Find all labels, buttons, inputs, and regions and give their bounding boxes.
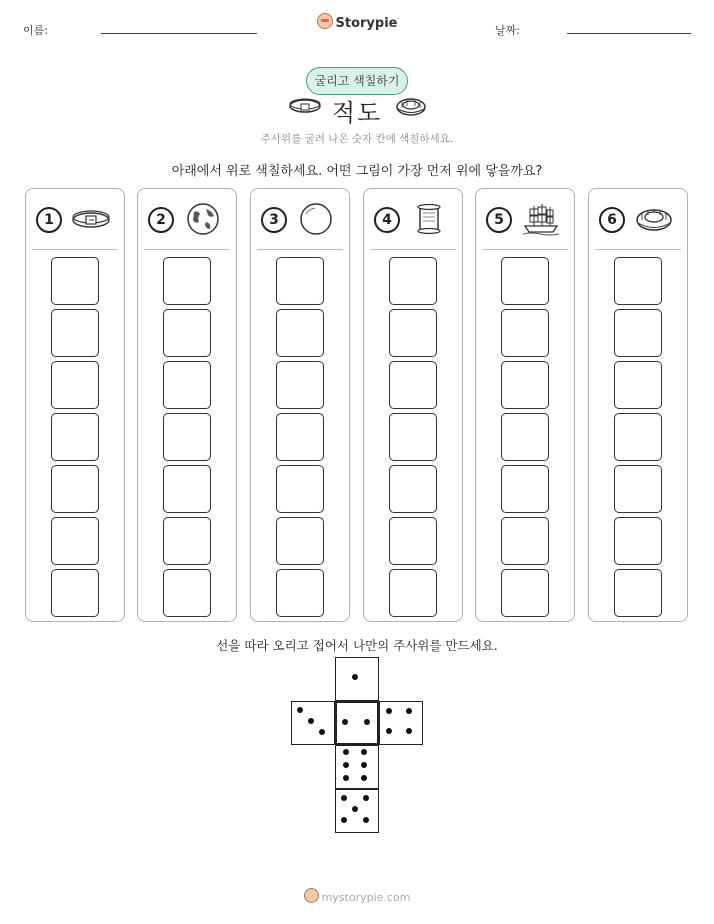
column-divider	[257, 249, 343, 250]
name-label: 이름:	[23, 24, 48, 37]
color-cell[interactable]	[501, 361, 549, 409]
color-cell[interactable]	[501, 517, 549, 565]
column-6	[588, 188, 688, 622]
color-cell[interactable]	[614, 569, 662, 617]
subtitle: 주사위를 굴려 나온 숫자 칸에 색칠하세요.	[260, 133, 454, 145]
sphere-icon	[295, 202, 337, 236]
column-divider	[482, 249, 568, 250]
stone-ring-icon	[633, 202, 675, 236]
column-divider	[595, 249, 681, 250]
color-cell[interactable]	[276, 257, 324, 305]
column-1	[25, 188, 125, 622]
dice-pip	[406, 728, 412, 734]
color-cell[interactable]	[614, 413, 662, 461]
column-4	[363, 188, 463, 622]
dice-face-4	[379, 701, 423, 745]
dice-pip	[361, 749, 367, 755]
dice-pip	[361, 775, 367, 781]
stone-ring-icon	[394, 96, 428, 118]
dice-pip	[308, 718, 314, 724]
dice-instruction: 선을 따라 오리고 접어서 나만의 주사위를 만드세요.	[216, 638, 498, 653]
color-cell[interactable]	[51, 309, 99, 357]
scroll-icon	[408, 202, 450, 236]
color-cell[interactable]	[51, 465, 99, 513]
color-cell[interactable]	[389, 309, 437, 357]
dice-pip	[343, 775, 349, 781]
dice-pip	[363, 795, 369, 801]
color-cell[interactable]	[51, 517, 99, 565]
dice-pip	[341, 795, 347, 801]
dice-pip	[386, 708, 392, 714]
dice-pip	[361, 762, 367, 768]
color-cell[interactable]	[614, 465, 662, 513]
brand-name: Storypie	[335, 16, 398, 31]
footer	[0, 888, 714, 904]
column-divider	[370, 249, 456, 250]
color-cell[interactable]	[51, 361, 99, 409]
color-cell[interactable]	[501, 569, 549, 617]
color-cell[interactable]	[614, 361, 662, 409]
color-cell[interactable]	[276, 517, 324, 565]
color-cell[interactable]	[614, 257, 662, 305]
globe-icon	[182, 202, 224, 236]
color-cell[interactable]	[163, 257, 211, 305]
column-number: 2	[148, 207, 174, 233]
color-cell[interactable]	[276, 361, 324, 409]
color-cell[interactable]	[501, 257, 549, 305]
color-cell[interactable]	[276, 465, 324, 513]
column-divider	[32, 249, 118, 250]
column-number: 1	[36, 207, 62, 233]
dice-pip	[363, 817, 369, 823]
storypie-logo-icon	[317, 13, 333, 29]
date-label: 날짜:	[495, 24, 520, 37]
date-line[interactable]	[567, 33, 691, 34]
dice-pip	[343, 749, 349, 755]
name-line[interactable]	[101, 33, 257, 34]
color-cell[interactable]	[614, 517, 662, 565]
dice-pip	[297, 707, 303, 713]
column-2	[137, 188, 237, 622]
dice-pip	[342, 719, 348, 725]
column-divider	[144, 249, 230, 250]
color-cell[interactable]	[163, 309, 211, 357]
storypie-footer-logo-icon	[304, 888, 319, 903]
color-cell[interactable]	[51, 257, 99, 305]
color-cell[interactable]	[389, 465, 437, 513]
brand-logo	[0, 13, 714, 31]
column-5	[475, 188, 575, 622]
color-cell[interactable]	[614, 309, 662, 357]
footer-url: mystorypie.com	[321, 891, 411, 904]
color-cell[interactable]	[51, 569, 99, 617]
color-cell[interactable]	[501, 465, 549, 513]
dice-pip	[352, 806, 358, 812]
color-cell[interactable]	[163, 569, 211, 617]
dice-pip	[352, 674, 358, 680]
dice-pip	[386, 728, 392, 734]
color-cell[interactable]	[276, 309, 324, 357]
color-cell[interactable]	[389, 257, 437, 305]
dice-pip	[319, 729, 325, 735]
belt-icon	[70, 202, 112, 236]
color-cell[interactable]	[276, 413, 324, 461]
color-cell[interactable]	[389, 413, 437, 461]
dice-face-2	[335, 701, 379, 745]
color-cell[interactable]	[51, 413, 99, 461]
color-cell[interactable]	[276, 569, 324, 617]
column-3	[250, 188, 350, 622]
dice-pip	[364, 719, 370, 725]
color-cell[interactable]	[389, 569, 437, 617]
column-number: 5	[486, 207, 512, 233]
color-cell[interactable]	[163, 465, 211, 513]
dice-face-5	[335, 789, 379, 833]
dice-face-1	[335, 657, 379, 701]
color-cell[interactable]	[163, 517, 211, 565]
color-cell[interactable]	[501, 413, 549, 461]
instruction: 아래에서 위로 색칠하세요. 어떤 그림이 가장 먼저 위에 닿을까요?	[171, 164, 543, 179]
column-number: 6	[599, 207, 625, 233]
page-title: 적도	[331, 99, 383, 127]
column-number: 3	[261, 207, 287, 233]
color-cell[interactable]	[501, 309, 549, 357]
dice-pip	[343, 762, 349, 768]
activity-badge: 굴리고 색칠하기	[306, 67, 408, 95]
column-number: 4	[374, 207, 400, 233]
dice-pip	[406, 708, 412, 714]
dice-face-6	[335, 745, 379, 789]
dice-pip	[341, 817, 347, 823]
ship-icon	[520, 202, 562, 236]
color-cell[interactable]	[389, 361, 437, 409]
color-cell[interactable]	[163, 361, 211, 409]
dice-face-3	[291, 701, 335, 745]
color-cell[interactable]	[163, 413, 211, 461]
color-cell[interactable]	[389, 517, 437, 565]
